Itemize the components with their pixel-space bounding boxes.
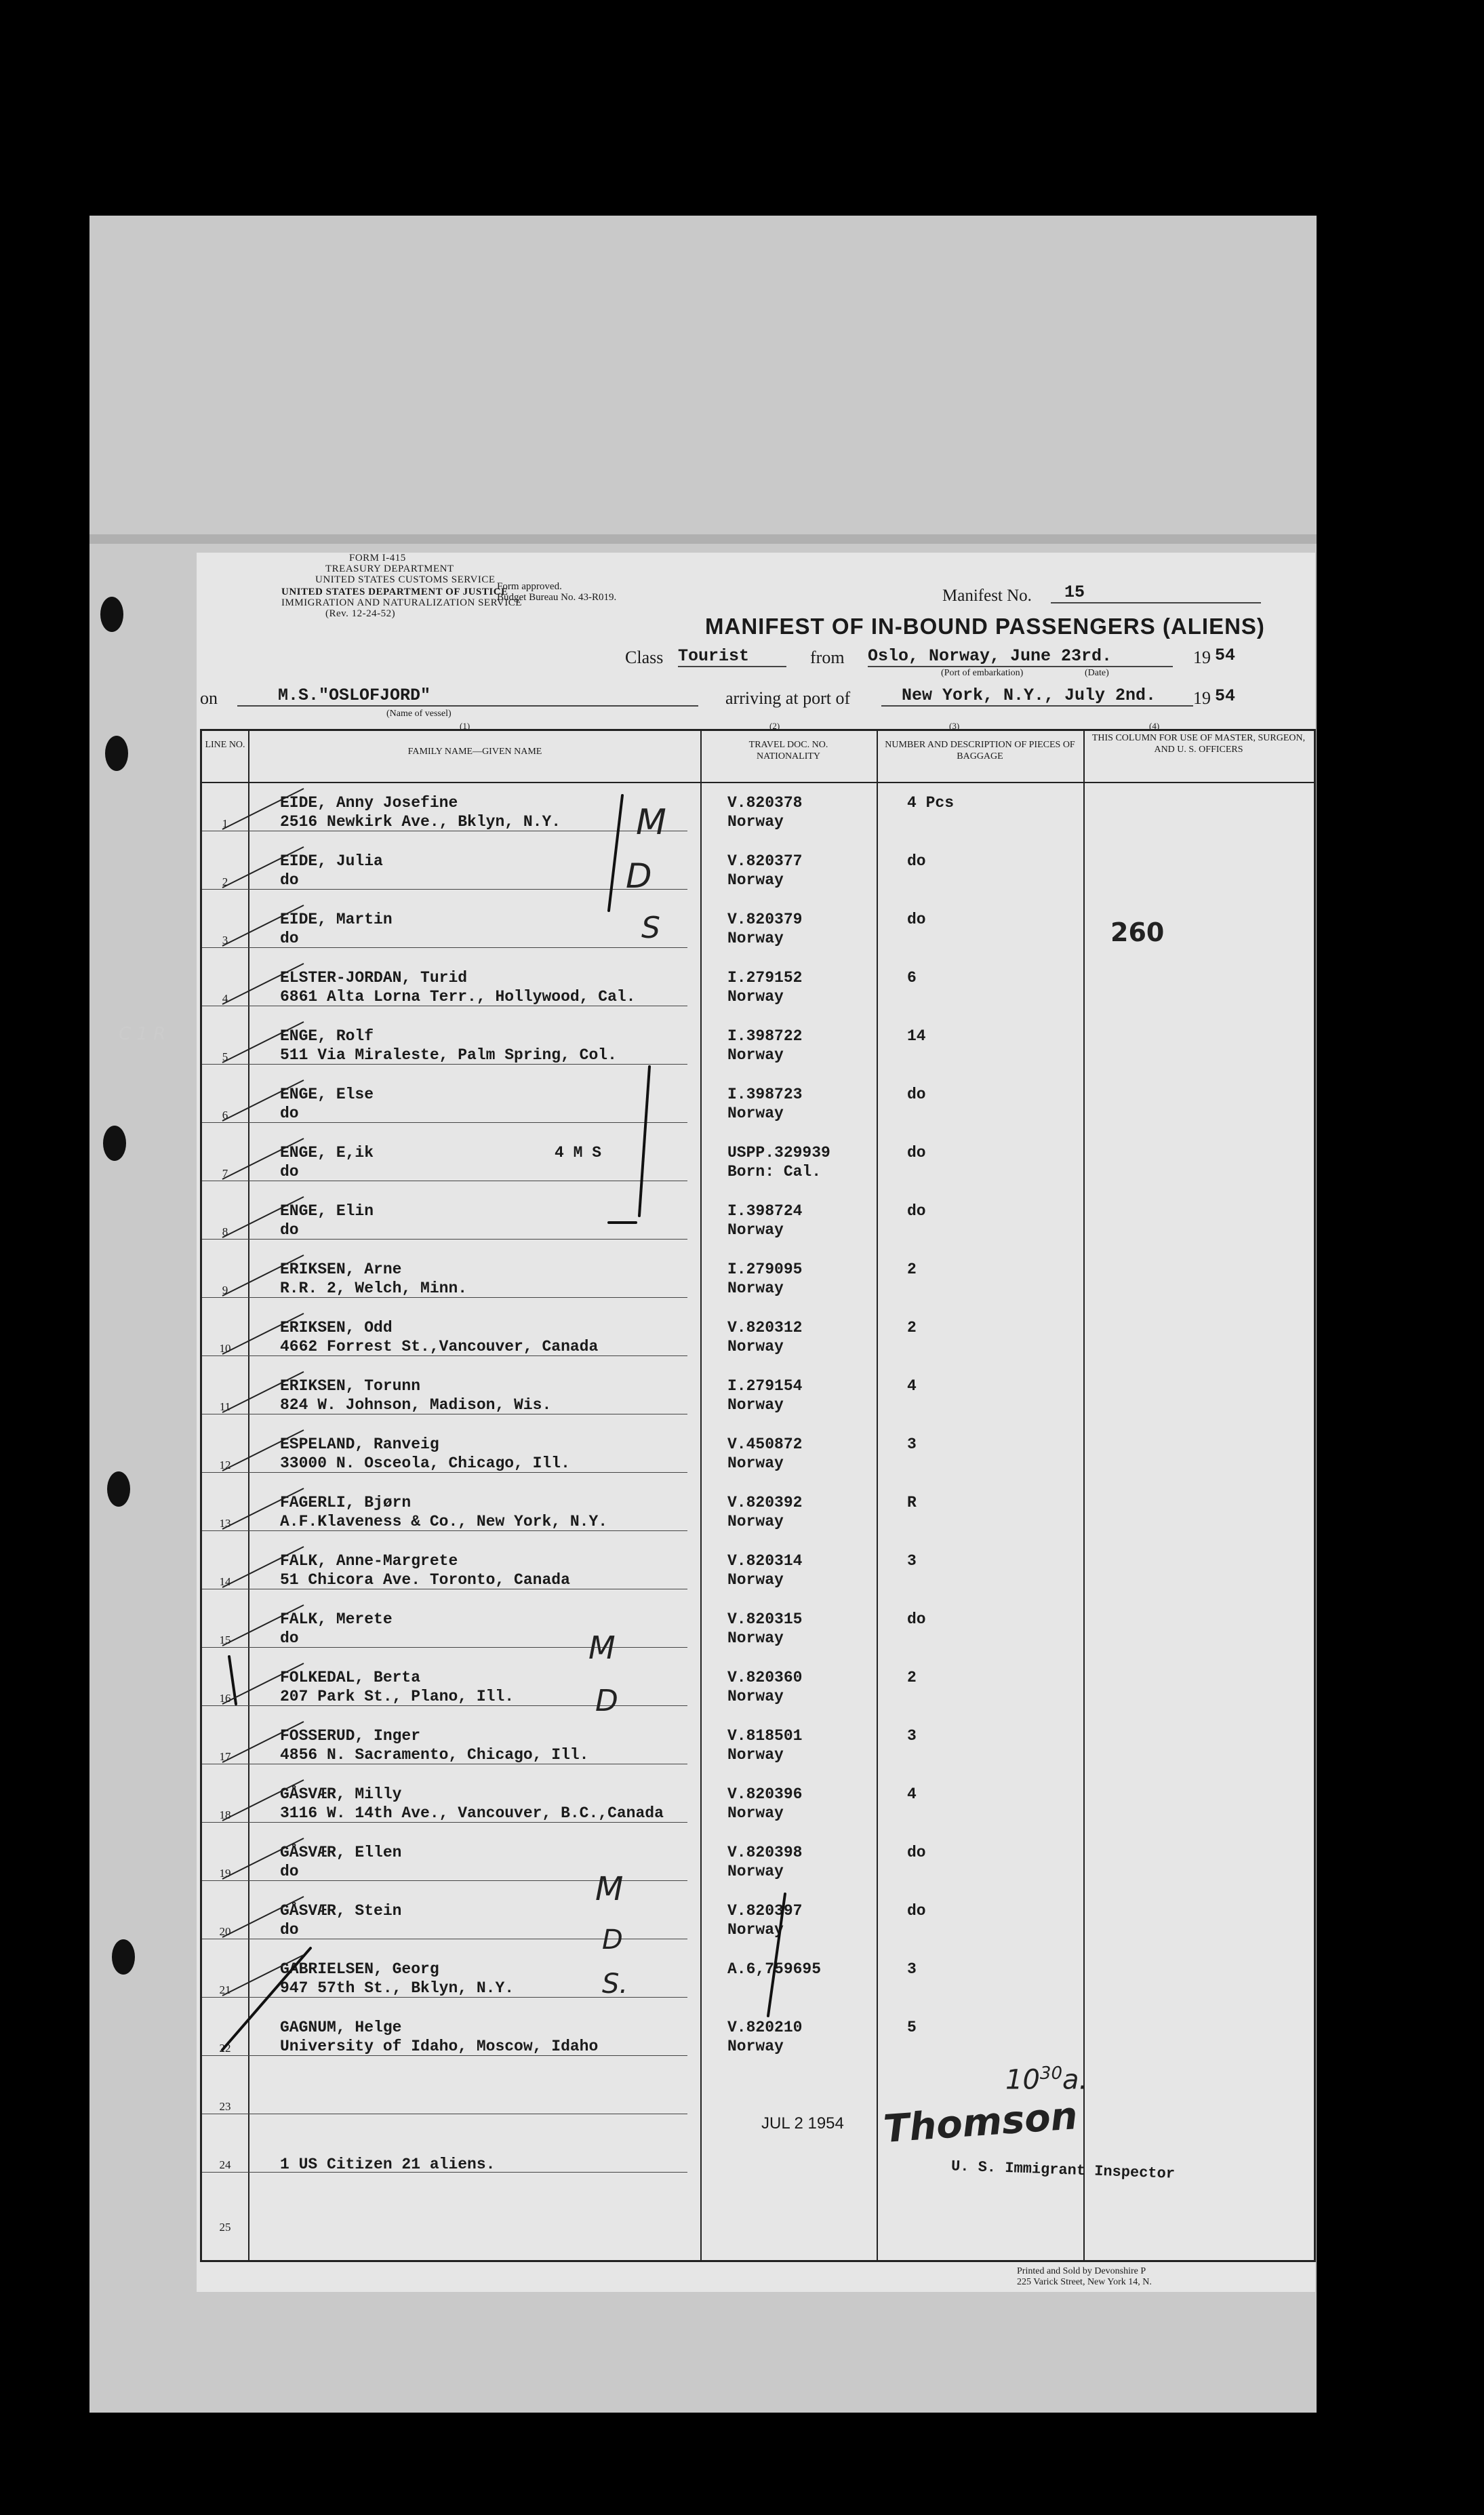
column-2-number: (2): [769, 721, 780, 731]
line-number: 10: [219, 1342, 231, 1355]
arrival-value: New York, N.Y., July 2nd.: [881, 686, 1193, 707]
header-name: FAMILY NAME—GIVEN NAME: [407, 747, 542, 757]
travel-doc: A.6,759695: [727, 1960, 822, 1978]
passenger-address: 6861 Alta Lorna Terr., Hollywood, Cal.: [280, 988, 636, 1006]
manifest-label: Manifest No.: [942, 587, 1032, 605]
travel-doc: V.820378: [727, 794, 803, 812]
nationality: Norway: [727, 1280, 784, 1297]
header-line-no: LINE NO.: [205, 740, 245, 750]
passenger-address: 4662 Forrest St.,Vancouver, Canada: [280, 1338, 599, 1355]
manifest-number: 15: [1051, 582, 1261, 603]
nationality: Norway: [727, 1688, 784, 1705]
passenger-address: 511 Via Miraleste, Palm Spring, Col.: [280, 1046, 617, 1064]
tick-mark: [229, 1657, 236, 1704]
year-value: 54: [1215, 646, 1236, 665]
arriving-label: arriving at port of: [725, 688, 851, 708]
customs-service: UNITED STATES CUSTOMS SERVICE: [315, 574, 496, 585]
hand-s: S.: [602, 1968, 628, 2000]
time-suffix: a.: [1062, 2064, 1088, 2096]
printer-line-1: Printed and Sold by Devonshire P: [1017, 2266, 1146, 2276]
treasury-dept: TREASURY DEPARTMENT: [325, 563, 454, 574]
passenger-address: 207 Park St., Plano, Ill.: [280, 1688, 515, 1705]
travel-doc: V.820315: [727, 1610, 803, 1628]
passenger-name: FALK, Merete: [280, 1610, 393, 1628]
passenger-address: 2516 Newkirk Ave., Bklyn, N.Y.: [280, 813, 561, 831]
passenger-name: EIDE, Anny Josefine: [280, 794, 458, 812]
bracket-mark: [639, 1067, 649, 1216]
nationality: Norway: [727, 1396, 784, 1414]
vessel-caption: (Name of vessel): [386, 709, 452, 719]
passenger-name: ENGE, Else: [280, 1086, 374, 1103]
travel-doc: USPP.329939: [727, 1144, 830, 1162]
baggage: do: [907, 911, 926, 928]
passenger-name: ESPELAND, Ranveig: [280, 1435, 439, 1453]
fold-line: [89, 534, 1317, 544]
nationality: Norway: [727, 1454, 784, 1472]
passenger-address: do: [280, 871, 299, 889]
passenger-name: ELSTER-JORDAN, Turid: [280, 969, 468, 987]
travel-doc: I.279095: [727, 1261, 803, 1278]
passenger-name: GÅSVÆR, Milly: [280, 1785, 402, 1803]
justice-dept: UNITED STATES DEPARTMENT OF JUSTICE: [281, 587, 508, 597]
travel-doc: I.279154: [727, 1377, 803, 1395]
budget-bureau: Budget Bureau No. 43-R019.: [497, 592, 617, 603]
travel-doc: I.398722: [727, 1027, 803, 1045]
travel-doc: V.820312: [727, 1319, 803, 1336]
travel-doc: V.820397: [727, 1902, 803, 1920]
baggage: 3: [907, 1960, 917, 1978]
passenger-name: GAGNUM, Helge: [280, 2019, 402, 2036]
class-label: Class: [625, 648, 664, 667]
line-number: 19: [219, 1867, 231, 1880]
travel-doc: V.820314: [727, 1552, 803, 1570]
travel-doc: I.398723: [727, 1086, 803, 1103]
passenger-name: ENGE, E,ik: [280, 1144, 374, 1162]
line-number: 17: [219, 1750, 231, 1763]
passenger-address: do: [280, 1863, 299, 1880]
passenger-name: ERIKSEN, Arne: [280, 1261, 402, 1278]
header-baggage: NUMBER AND DESCRIPTION OF PIECES OF BAGGAGE: [885, 740, 1075, 761]
passenger-name: FALK, Anne-Margrete: [280, 1552, 458, 1570]
line-number: 2: [222, 875, 228, 888]
line-number: 18: [219, 1808, 231, 1821]
inspector-title: U. S. Immigrant Inspector: [950, 2158, 1176, 2183]
passenger-name: FOLKEDAL, Berta: [280, 1669, 421, 1686]
passenger-name: ENGE, Rolf: [280, 1027, 374, 1045]
passenger-address: do: [280, 1921, 299, 1939]
line-number: 9: [222, 1284, 228, 1296]
nationality: Norway: [727, 1513, 784, 1530]
bracket-mark: [768, 1894, 785, 2016]
baggage: 2: [907, 1669, 917, 1686]
passenger-name: ENGE, Elin: [280, 1202, 374, 1220]
line-number: 13: [219, 1517, 231, 1530]
passenger-name: FAGERLI, Bjørn: [280, 1494, 412, 1511]
binder-hole: [107, 1471, 130, 1507]
nationality: Norway: [727, 1921, 784, 1939]
travel-doc: V.820396: [727, 1785, 803, 1803]
on-label: on: [200, 688, 218, 708]
baggage: do: [907, 1902, 926, 1920]
line-number: 7: [222, 1167, 228, 1180]
passenger-address: do: [280, 1221, 299, 1239]
date-stamp: JUL 2 1954: [761, 2114, 844, 2133]
binder-hole: [100, 597, 123, 632]
baggage: do: [907, 1144, 926, 1162]
passenger-address: 4856 N. Sacramento, Chicago, Ill.: [280, 1746, 589, 1764]
passenger-name: EIDE, Martin: [280, 911, 393, 928]
nationality: Norway: [727, 1863, 784, 1880]
hand-m: M: [595, 1870, 624, 1908]
from-value: Oslo, Norway, June 23rd.: [868, 646, 1173, 667]
nationality: Norway: [727, 2038, 784, 2055]
header-travel-doc: TRAVEL DOC. NO. NATIONALITY: [748, 740, 828, 761]
nationality: Norway: [727, 1046, 784, 1064]
column-4-number: (4): [1149, 721, 1160, 731]
passenger-name: GÅSVÆR, Stein: [280, 1902, 402, 1920]
passenger-name: EIDE, Julia: [280, 852, 383, 870]
year-prefix-2: 19: [1193, 688, 1211, 708]
passenger-table: [200, 729, 1316, 2262]
passenger-address: 824 W. Johnson, Madison, Wis.: [280, 1396, 552, 1414]
header-officers: THIS COLUMN FOR USE OF MASTER, SURGEON, AND U. S. OFFICERS: [1091, 733, 1306, 755]
manifest-page: [197, 553, 1315, 2292]
hand-m: M: [588, 1629, 616, 1666]
date-caption: (Date): [1085, 668, 1109, 678]
line-number: 4: [222, 992, 228, 1005]
nationality: Born: Cal.: [727, 1163, 822, 1181]
baggage: do: [907, 1202, 926, 1220]
travel-doc: V.820379: [727, 911, 803, 928]
year-value-2: 54: [1215, 686, 1236, 706]
bracket-mark: [609, 795, 622, 911]
binder-hole: [112, 1939, 135, 1975]
margin-mark: C 1 R: [119, 1024, 166, 1044]
line-number: 25: [219, 2221, 231, 2234]
from-label: from: [810, 648, 845, 667]
port-embark-caption: (Port of embarkation): [941, 668, 1024, 678]
nationality: Norway: [727, 1746, 784, 1764]
table-row: [202, 2181, 1314, 2240]
travel-doc: V.820377: [727, 852, 803, 870]
form-approved: Form approved.: [497, 581, 562, 592]
baggage: 4 Pcs: [907, 794, 955, 812]
travel-doc: V.820398: [727, 1844, 803, 1861]
inspector-signature: Thomson: [882, 2094, 1079, 2152]
baggage: 5: [907, 2019, 917, 2036]
baggage: 14: [907, 1027, 926, 1045]
passenger-name: FOSSERUD, Inger: [280, 1727, 421, 1745]
line-number: 1: [222, 817, 228, 830]
baggage: 3: [907, 1727, 917, 1745]
passenger-address: 51 Chicora Ave. Toronto, Canada: [280, 1571, 570, 1589]
baggage: 3: [907, 1435, 917, 1453]
line-number: 5: [222, 1050, 228, 1063]
hand-d: D: [602, 1924, 623, 1956]
baggage: do: [907, 1610, 926, 1628]
passenger-count: 260: [1110, 917, 1165, 947]
summary-note: 1 US Citizen 21 aliens.: [280, 2156, 496, 2173]
nationality: Norway: [727, 1221, 784, 1239]
line-number: 23: [219, 2100, 231, 2113]
baggage: 2: [907, 1261, 917, 1278]
year-prefix: 19: [1193, 648, 1211, 667]
passenger-address: R.R. 2, Welch, Minn.: [280, 1280, 468, 1297]
hand-m: M: [636, 802, 666, 843]
travel-doc: I.398724: [727, 1202, 803, 1220]
row-note: 4 M S: [555, 1144, 602, 1162]
travel-doc: V.820392: [727, 1494, 803, 1511]
hand-d: D: [595, 1684, 618, 1718]
nationality: Norway: [727, 813, 784, 831]
passenger-address: 947 57th St., Bklyn, N.Y.: [280, 1979, 515, 1997]
column-1-number: (1): [460, 721, 470, 731]
passenger-name: ERIKSEN, Odd: [280, 1319, 393, 1336]
line-number: 6: [222, 1109, 228, 1122]
line-number: 16: [219, 1692, 231, 1705]
passenger-address: do: [280, 1105, 299, 1122]
time-hour: 10: [1005, 2064, 1040, 2096]
binder-hole: [103, 1126, 126, 1161]
hand-s: S: [641, 911, 660, 945]
travel-doc: V.818501: [727, 1727, 803, 1745]
binder-hole: [105, 736, 128, 771]
class-value: Tourist: [678, 646, 786, 667]
baggage: do: [907, 852, 926, 870]
manifest-title: MANIFEST OF IN-BOUND PASSENGERS (ALIENS): [705, 614, 1265, 639]
travel-doc: V.450872: [727, 1435, 803, 1453]
line-number: 12: [219, 1459, 231, 1471]
passenger-address: do: [280, 930, 299, 947]
line-number: 11: [219, 1400, 231, 1413]
baggage: do: [907, 1086, 926, 1103]
nationality: Norway: [727, 988, 784, 1006]
form-revision: (Rev. 12-24-52): [325, 608, 396, 619]
nationality: Norway: [727, 930, 784, 947]
slash-mark: [222, 1948, 310, 2050]
line-number: 3: [222, 934, 228, 947]
printer-line-2: 225 Varick Street, New York 14, N.: [1017, 2277, 1152, 2287]
nationality: Norway: [727, 1629, 784, 1647]
passenger-address: do: [280, 1629, 299, 1647]
baggage: 2: [907, 1319, 917, 1336]
baggage: 3: [907, 1552, 917, 1570]
line-number: 22: [219, 2042, 231, 2055]
travel-doc: V.820360: [727, 1669, 803, 1686]
line-number: 20: [219, 1925, 231, 1938]
line-number: 8: [222, 1225, 228, 1238]
passenger-address: 3116 W. 14th Ave., Vancouver, B.C.,Canada: [280, 1804, 664, 1822]
nationality: Norway: [727, 1804, 784, 1822]
passenger-name: ERIKSEN, Torunn: [280, 1377, 421, 1395]
line-number: 21: [219, 1983, 231, 1996]
passenger-address: University of Idaho, Moscow, Idaho: [280, 2038, 599, 2055]
passenger-address: 33000 N. Osceola, Chicago, Ill.: [280, 1454, 570, 1472]
arrival-time: [1005, 2063, 1087, 2095]
hand-d: D: [626, 856, 652, 896]
form-number: FORM I-415: [349, 553, 406, 563]
passenger-name: GÅSVÆR, Ellen: [280, 1844, 402, 1861]
nationality: Norway: [727, 1571, 784, 1589]
nationality: Norway: [727, 1338, 784, 1355]
passenger-address: do: [280, 1163, 299, 1181]
passenger-address: A.F.Klaveness & Co., New York, N.Y.: [280, 1513, 608, 1530]
line-number: 14: [219, 1575, 231, 1588]
vessel-name: M.S."OSLOFJORD": [237, 686, 698, 707]
ins-service: IMMIGRATION AND NATURALIZATION SERVICE: [281, 597, 522, 608]
baggage: do: [907, 1844, 926, 1861]
baggage: 4: [907, 1377, 917, 1395]
column-3-number: (3): [949, 721, 960, 731]
passenger-name: GABRIELSEN, Georg: [280, 1960, 439, 1978]
baggage: R: [907, 1494, 917, 1511]
baggage: 4: [907, 1785, 917, 1803]
travel-doc: V.820210: [727, 2019, 803, 2036]
nationality: Norway: [727, 1105, 784, 1122]
travel-doc: I.279152: [727, 969, 803, 987]
nationality: Norway: [727, 871, 784, 889]
baggage: 6: [907, 969, 917, 987]
line-number: 15: [219, 1633, 231, 1646]
time-minute: 30: [1039, 2063, 1062, 2084]
line-number: 24: [219, 2158, 231, 2171]
handwritten-marks: [202, 782, 1314, 2138]
